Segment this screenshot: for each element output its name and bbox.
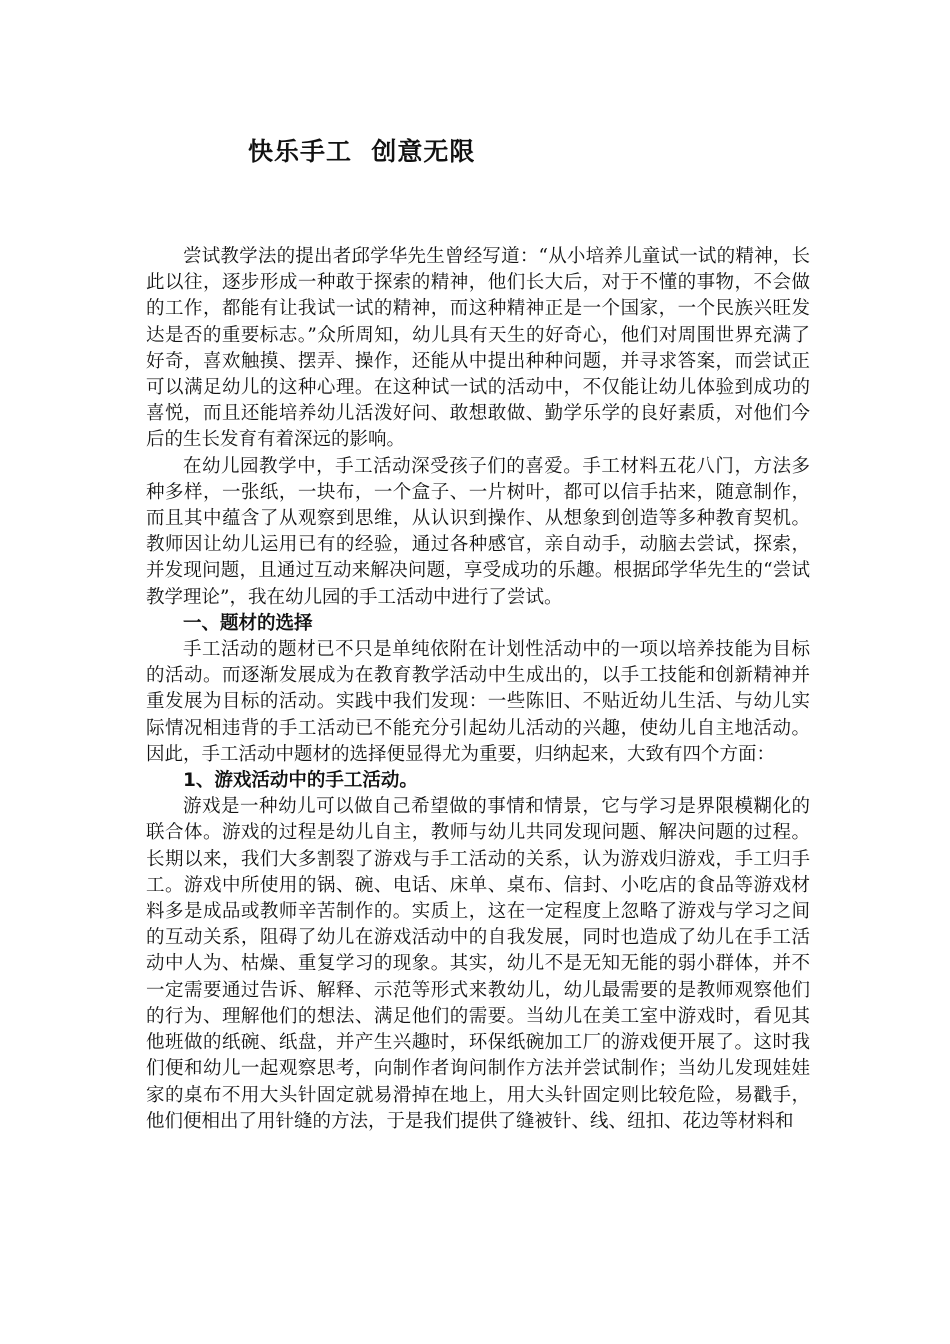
document-body: [146, 244, 810, 1135]
subsection-heading-game-activities: 1、游戏活动中的手工活动。: [183, 770, 418, 792]
paragraph-topic-selection: 手工活动的题材已不只是单纯依附在计划性活动中的一项以培养技能为目标的活动。而逐渐发展成为在教育教学活动中生成出的，以手工技能和创新精神并重发展为目标的活动。实践中我们发现：一些陈旧、不贴近幼儿生活、与幼儿实际情况相违背的手工活动已不能充分引起幼儿活动的兴趣，使幼儿自主地活动。因此，手工活动中题材的选择便显得尤为重要，归纳起来，大致有四个方面：: [146, 639, 810, 765]
paragraph-game-activities: 游戏是一种幼儿可以做自己希望做的事情和情景，它与学习是界限模糊化的联合体。游戏的过程是幼儿自主，教师与幼儿共同发现问题、解决问题的过程。长期以来，我们大多割裂了游戏与手工活动的关系，认为游戏归游戏，手工归手工。游戏中所使用的锅、碗、电话、床单、桌布、信封、小吃店的食品等游戏材料多是成品或教师辛苦制作的。实质上，这在一定程度上忽略了游戏与学习之间的互动关系，阻碍了幼儿在游戏活动中的自我发展，同时也造成了幼儿在手工活动中人为、枯燥、重复学习的现象。其实，幼儿不是无知无能的弱小群体，并不一定需要通过告诉、解释、示范等形式来教幼儿，幼儿最需要的是教师观察他们的行为、理解他们的想法、满足他们的需要。当幼儿在美工室中游戏时，看见其他班做的纸碗、纸盘，并产生兴趣时，环保纸碗加工厂的游戏便开展了。这时我们便和幼儿一起观察思考，向制作者询问制作方法并尝试制作；当幼儿发现娃娃家的桌布不用大头针固定就易滑掉在地上，用大头针固定则比较危险，易戳手，他们便相出了用针缝的方法，于是我们提供了缝被针、线、纽扣、花边等材料和: [146, 796, 810, 1132]
document-title: 快乐手工 创意无限: [248, 137, 476, 166]
paragraph-intro: 尝试教学法的提出者邱学华先生曾经写道：“从小培养儿童试一试的精神，长此以往，逐步形成一种敢于探索的精神，他们长大后，对于不懂的事物，不会做的工作，都能有让我试一试的精神，而这种精神正是一个国家，一个民族兴旺发达是否的重要标志。”众所周知，幼儿具有天生的好奇心，他们对周围世界充满了好奇，喜欢触摸、摆弄、操作，还能从中提出种种问题，并寻求答案，而尝试正可以满足幼儿的这种心理。在这种试一试的活动中，不仅能让幼儿体验到成功的喜悦，而且还能培养幼儿活泼好问、敢想敢做、勤学乐学的良好素质，对他们今后的生长发育有着深远的影响。: [146, 246, 810, 451]
section-heading-topic-selection: 一、题材的选择: [183, 612, 313, 634]
paragraph-handwork: 在幼儿园教学中，手工活动深受孩子们的喜爱。手工材料五花八门，方法多种多样，一张纸，一块布，一个盒子、一片树叶，都可以信手拈来，随意制作，而且其中蕴含了从观察到思维，从认识到操作、从想象到创造等多种教育契机。教师因让幼儿运用已有的经验，通过各种感官，亲自动手，动脑去尝试，探索，并发现问题，且通过互动来解决问题，享受成功的乐趣。根据邱学华先生的“尝试教学理论”，我在幼儿园的手工活动中进行了尝试。: [146, 455, 810, 608]
